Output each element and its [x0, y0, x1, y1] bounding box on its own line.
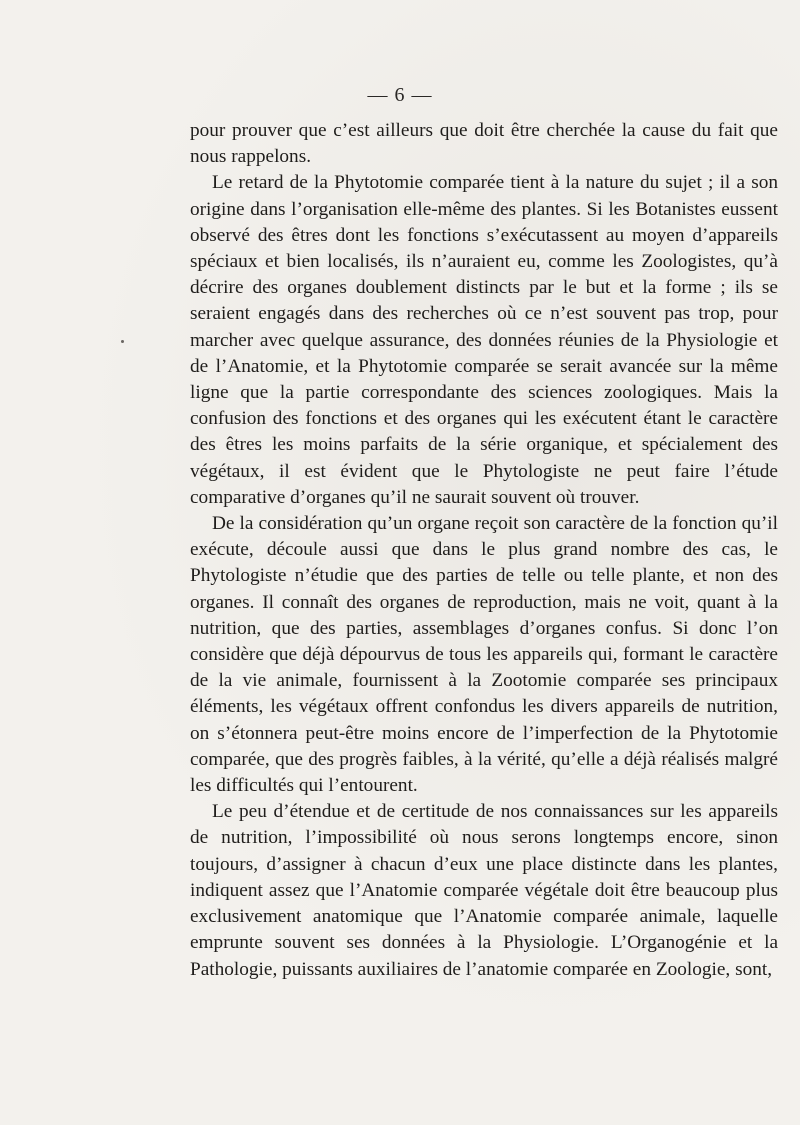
paragraph-4: Le peu d’étendue et de certitude de nos connaissances sur les appareils de nutrition, l’impossibilité où nous serons longtemps encore, sinon toujours, d’assigner à chacun d’eux une place distincte dans les plantes, indiquent assez que l’Anatomie comparée végétale doit être beaucoup plus exclusivement anatomique que l’Anatomie comparée animale, laquelle emprunte souvent ses données à la Physiologie. L’Organogénie et la Pathologie, puissants auxiliaires de l’anatomie comparée en Zoologie, sont, [190, 801, 778, 980]
margin-speck [121, 340, 124, 343]
paragraph-2: Le retard de la Phytotomie comparée tient à la nature du sujet ; il a son origine dans l’organisation elle-même des plantes. Si les Botanistes eussent observé des êtres dont les fonctions s’exécutassent au moyen d’appareils spéciaux et bien localisés, ils n’auraient eu, comme les Zoologistes, qu’à décrire des organes doublement distincts par le but et la forme ; ils se seraient engagés dans des recherches où ce n’est souvent pas trop, pour marcher avec quelque assurance, des données réunies de la Physiologie et de l’Anatomie, et la Phytotomie comparée se serait avancée sur la même ligne que la partie correspondante des sciences zoologiques. Mais la confusion des fonctions et des organes qui les exécutent étant le caractère des êtres les moins parfaits de la série organique, et spécialement des végétaux, il est évident que le Phytologiste ne peut faire l’étude comparative d’organes qu’il ne saurait souvent où trouver. [190, 172, 778, 508]
paragraph-1: pour prouver que c’est ailleurs que doit être cherchée la cause du fait que nous rappelons. [190, 120, 778, 168]
paragraph-3: De la considération qu’un organe reçoit son caractère de la fonction qu’il exécute, découle aussi que dans le plus grand nombre des cas, le Phytologiste n’étudie que des parties de telle ou telle plante, et non des organes. Il connaît des organes de reproduction, mais ne voit, quant à la nutrition, que des parties, assemblages d’organes confus. Si donc l’on considère que déjà dépourvus de tous les appareils qui, formant le caractère de la vie animale, fournissent à la Zootomie comparée ses principaux éléments, les végétaux offrent confondus les divers appareils de nutrition, on s’étonnera peut-être moins encore de l’imperfection de la Phytotomie comparée, que des progrès faibles, à la vérité, qu’elle a déjà réalisés malgré les difficultés qui l’entourent. [190, 513, 778, 797]
body-text [190, 118, 778, 983]
page-number: — 6 — [367, 84, 433, 106]
